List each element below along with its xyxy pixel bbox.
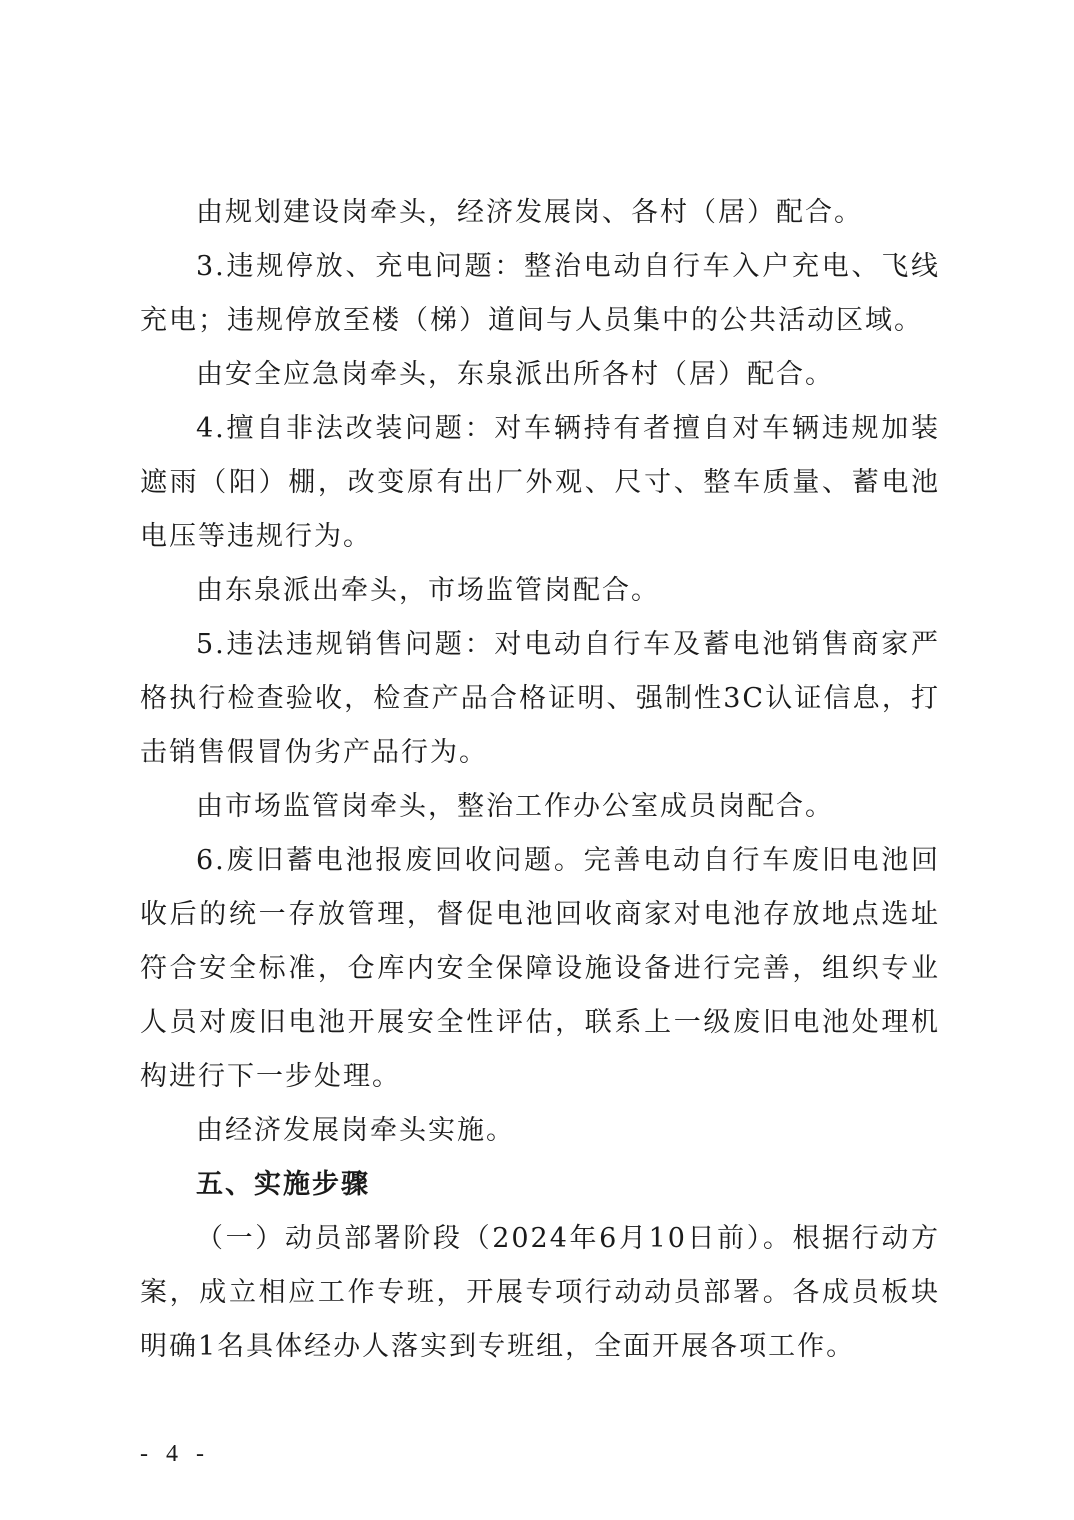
paragraph-safety-lead: 由安全应急岗牵头，东泉派出所各村（居）配合。 bbox=[196, 359, 834, 390]
paragraph-planning-lead: 由规划建设岗牵头，经济发展岗、各村（居）配合。 bbox=[196, 197, 863, 228]
paragraph-item-4-modification: 4.擅自非法改装问题：对车辆持有者擅自对车辆违规加装遮雨（阳）棚，改变原有出厂外观、尺寸、整车质量、蓄电池电压等违规行为。 bbox=[140, 413, 940, 552]
paragraph-item-6-battery-recycling: 6.废旧蓄电池报废回收问题。完善电动自行车废旧电池回收后的统一存放管理，督促电池回收商家对电池存放地点选址符合安全标准，仓库内安全保障设施设备进行完善，组织专业人员对废旧电池开展安全性评估，联系上一级废旧电池处理机构进行下一步处理。 bbox=[140, 845, 940, 1092]
paragraph-item-3-parking-charging: 3.违规停放、充电问题：整治电动自行车入户充电、飞线充电；违规停放至楼（梯）道间与人员集中的公共活动区域。 bbox=[140, 251, 940, 336]
page-number: - 4 - bbox=[140, 1441, 210, 1467]
paragraph-economic-lead: 由经济发展岗牵头实施。 bbox=[196, 1115, 515, 1146]
document-body bbox=[140, 186, 940, 1374]
paragraph-mobilization-stage: （一）动员部署阶段（2024年6月10日前）。根据行动方案，成立相应工作专班，开展专项行动动员部署。各成员板块明确1名具体经办人落实到专班组，全面开展各项工作。 bbox=[140, 1223, 940, 1362]
paragraph-item-5-sales: 5.违法违规销售问题：对电动自行车及蓄电池销售商家严格执行检查验收，检查产品合格证明、强制性3C认证信息，打击销售假冒伪劣产品行为。 bbox=[140, 629, 940, 768]
paragraph-market-lead: 由市场监管岗牵头，整治工作办公室成员岗配合。 bbox=[196, 791, 834, 822]
section-heading-implementation-steps: 五、实施步骤 bbox=[196, 1169, 370, 1200]
paragraph-police-lead: 由东泉派出牵头，市场监管岗配合。 bbox=[196, 575, 660, 606]
